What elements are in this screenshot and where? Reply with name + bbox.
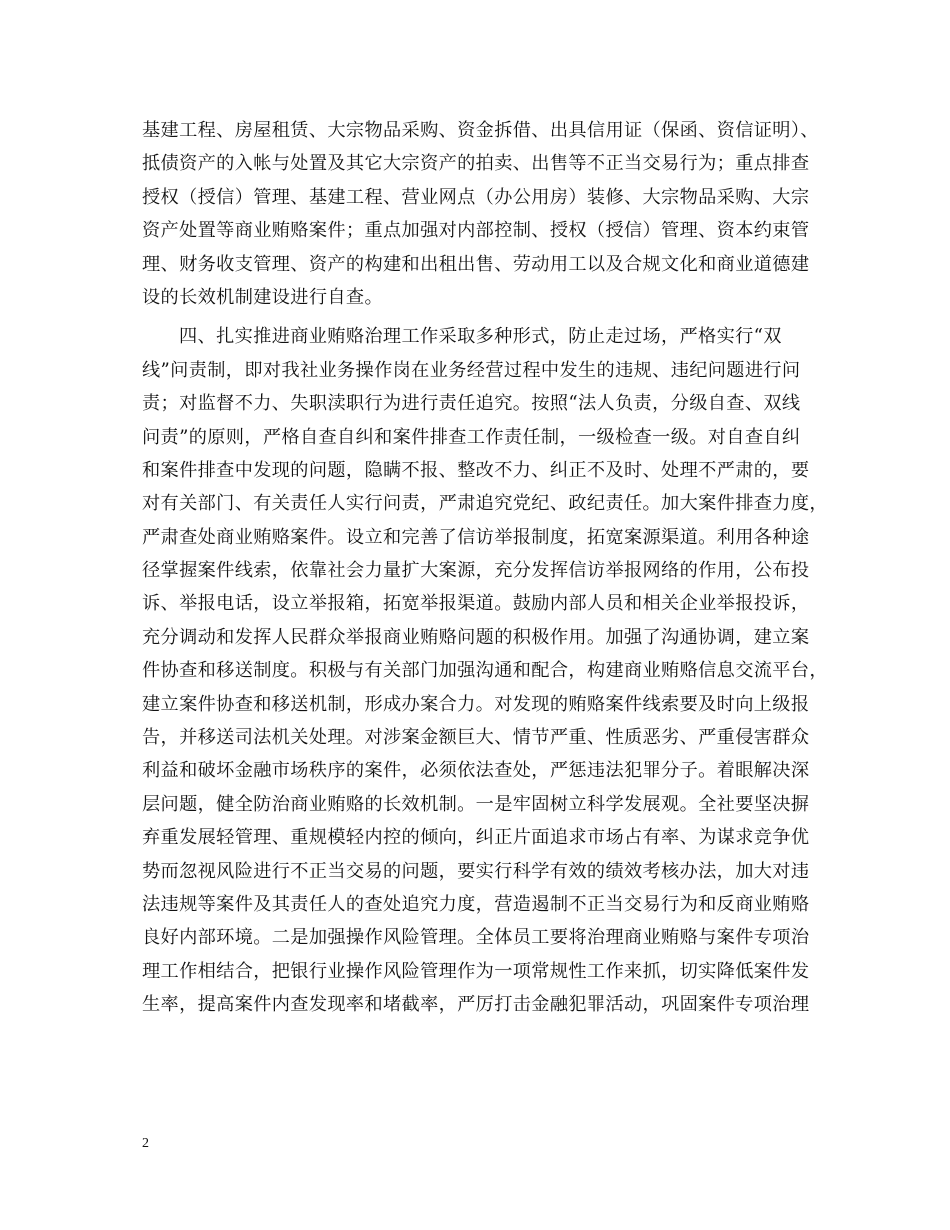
page-number: 2 [142, 1136, 149, 1151]
paragraph-2 [142, 320, 826, 1021]
paragraph-1-line-4: 资产处置等商业贿赂案件；重点加强对内部控制、授权（授信）管理、资本约束管 [142, 220, 810, 242]
paragraph-2-line-8: 径掌握案件线索，依靠社会力量扩大案源，充分发挥信访举报网络的作用，公布投 [142, 560, 810, 582]
paragraph-2-line-12: 建立案件协查和移送机制，形成办案合力。对发现的贿赂案件线索要及时向上级报 [142, 693, 810, 715]
paragraph-2-line-13: 告，并移送司法机关处理。对涉案金额巨大、情节严重、性质恶劣、严重侵害群众 [142, 727, 810, 749]
paragraph-2-line-2: 线”问责制，即对我社业务操作岗在业务经营过程中发生的违规、违纪问题进行问 [142, 359, 801, 381]
paragraph-2-line-9: 诉、举报电话，设立举报箱，拓宽举报渠道。鼓励内部人员和相关企业举报投诉， [142, 593, 810, 615]
paragraph-2-line-6: 对有关部门、有关责任人实行问责，严肃追究党纪、政纪责任。加大案件排查力度， [142, 493, 828, 515]
paragraph-2-line-15: 层问题，健全防治商业贿赂的长效机制。一是牢固树立科学发展观。全社要坚决摒 [142, 793, 810, 815]
paragraph-1 [142, 114, 826, 314]
document-body [142, 114, 826, 1022]
paragraph-2-line-5: 和案件排查中发现的问题，隐瞒不报、整改不力、纠正不及时、处理不严肃的，要 [142, 459, 810, 481]
paragraph-2-line-16: 弃重发展轻管理、重规模轻内控的倾向，纠正片面追求市场占有率、为谋求竞争优 [142, 827, 810, 849]
paragraph-1-line-6: 设的长效机制建设进行自查。 [142, 286, 383, 308]
paragraph-2-line-19: 良好内部环境。二是加强操作风险管理。全体员工要将治理商业贿赂与案件专项治 [142, 927, 810, 949]
paragraph-2-line-3: 责；对监督不力、失职渎职行为进行责任追究。按照“法人负责，分级自查、双线 [142, 393, 801, 415]
paragraph-2-line-7: 严肃查处商业贿赂案件。设立和完善了信访举报制度，拓宽案源渠道。利用各种途 [142, 526, 810, 548]
paragraph-2-line-10: 充分调动和发挥人民群众举报商业贿赂问题的积极作用。加强了沟通协调，建立案 [142, 626, 810, 648]
paragraph-2-line-1: 四、扎实推进商业贿赂治理工作采取多种形式，防止走过场，严格实行“双 [179, 326, 782, 348]
paragraph-2-line-11: 件协查和移送制度。积极与有关部门加强沟通和配合，构建商业贿赂信息交流平台， [142, 660, 828, 682]
paragraph-1-line-3: 授权（授信）管理、基建工程、营业网点（办公用房）装修、大宗物品采购、大宗 [142, 186, 810, 208]
paragraph-1-line-2: 抵债资产的入帐与处置及其它大宗资产的拍卖、出售等不正当交易行为；重点排查 [142, 153, 810, 175]
paragraph-2-line-14: 利益和破坏金融市场秩序的案件，必须依法查处，严惩违法犯罪分子。着眼解决深 [142, 760, 810, 782]
paragraph-1-line-1: 基建工程、房屋租赁、大宗物品采购、资金拆借、出具信用证（保函、资信证明）、 [142, 120, 819, 141]
paragraph-1-line-5: 理、财务收支管理、资产的构建和出租出售、劳动用工以及合规文化和商业道德建 [142, 253, 810, 275]
paragraph-2-line-18: 法违规等案件及其责任人的查处追究力度，营造遏制不正当交易行为和反商业贿赂 [142, 893, 810, 915]
paragraph-2-line-20: 理工作相结合，把银行业操作风险管理作为一项常规性工作来抓，切实降低案件发 [142, 960, 810, 982]
paragraph-2-line-4: 问责”的原则，严格自查自纠和案件排查工作责任制，一级检查一级。对自查自纠 [142, 426, 801, 448]
paragraph-2-line-17: 势而忽视风险进行不正当交易的问题，要实行科学有效的绩效考核办法，加大对违 [142, 860, 810, 882]
paragraph-2-line-21: 生率，提高案件内查发现率和堵截率，严厉打击金融犯罪活动，巩固案件专项治理 [142, 994, 810, 1016]
